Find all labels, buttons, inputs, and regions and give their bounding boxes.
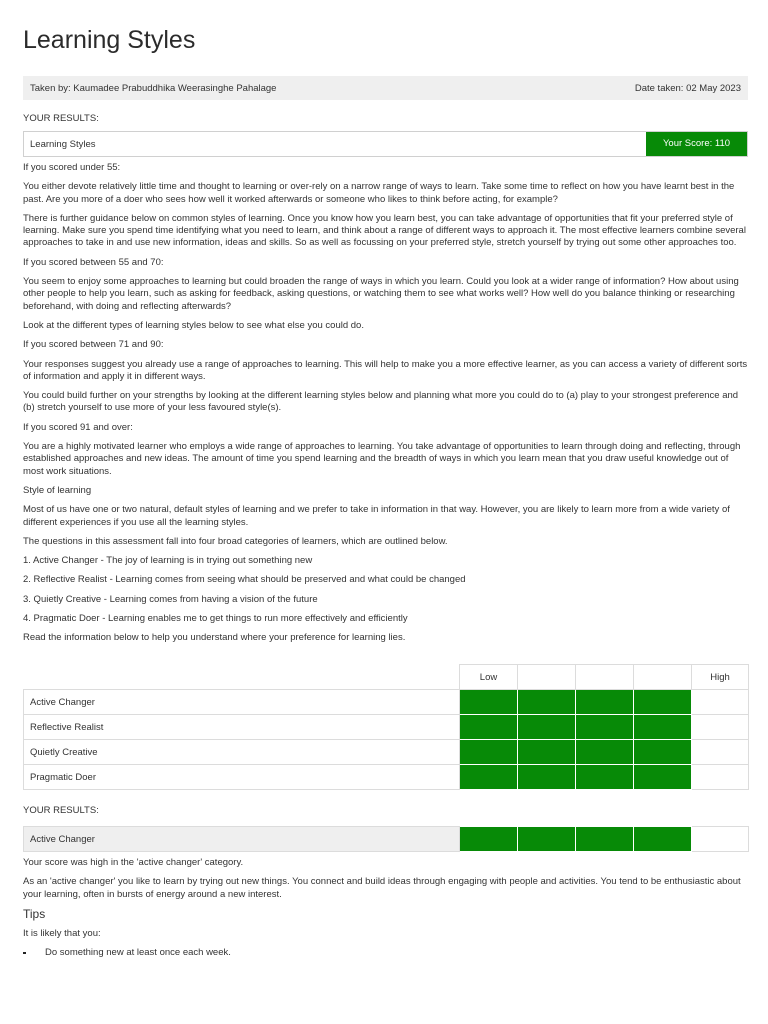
header-spacer — [24, 665, 460, 690]
date-taken: Date taken: 02 May 2023 — [634, 83, 741, 94]
list-item — [23, 947, 748, 959]
style-description: As an 'active changer' you like to learn by trying out new things. You connect and build ideas through engaging with people and activities. You tend to be enthusiastic about your learning, often in bursts of energy around a new interest. — [23, 876, 741, 900]
row-label: Pragmatic Doer — [24, 765, 460, 790]
paragraph: If you scored 91 and over: — [23, 421, 133, 433]
paragraph: Style of learning — [23, 484, 92, 496]
results-label: YOUR RESULTS: — [23, 113, 99, 124]
table-row — [24, 740, 749, 765]
level-cell — [518, 765, 576, 790]
level-cell — [692, 715, 749, 740]
level-cell — [518, 740, 576, 765]
row-label: Quietly Creative — [24, 740, 460, 765]
low-header: Low — [460, 665, 518, 690]
table-row — [24, 715, 749, 740]
level-cell — [576, 827, 634, 852]
level-cell — [460, 715, 518, 740]
paragraph: You could build further on your strengths by looking at the different learning styles below and planning what more you could do to (a) play to your strongest preference and (b) stretch yourself to use more of your less favoured style(s). — [23, 390, 739, 414]
score-note: Your score was high in the 'active changer' category. — [23, 857, 244, 868]
level-cell — [460, 740, 518, 765]
tips-heading: Tips — [23, 906, 46, 921]
bullet-icon — [23, 952, 26, 954]
row-label: Reflective Realist — [24, 715, 460, 740]
table-row — [24, 690, 749, 715]
level-header — [518, 665, 576, 690]
paragraph: If you scored between 71 and 90: — [23, 339, 164, 351]
paragraph: The questions in this assessment fall into four broad categories of learners, which are outlined below. — [23, 535, 448, 547]
paragraph: If you scored between 55 and 70: — [23, 256, 164, 268]
score-badge: Your Score: 110 — [646, 132, 747, 156]
table-row — [24, 765, 749, 790]
taken-by: Taken by: Kaumadee Prabuddhika Weerasinghe Pahalage — [30, 83, 277, 94]
level-cell — [460, 827, 518, 852]
level-cell — [634, 827, 692, 852]
paragraph: There is further guidance below on common styles of learning. Once you know how you learn best, you can take advantage of opportunities that fit your preferred style of learning. Make sure you spend time identifying what you need to learn, and think about a range of different ways to approach it. The most effective learners combine several approaches to take in and use new information, ideas and skills. So as well as focussing on your preferred style, stretch yourself by trying out some other approaches too. — [23, 212, 746, 249]
likely-intro: It is likely that you: — [23, 928, 101, 940]
level-cell — [692, 740, 749, 765]
level-cell — [634, 765, 692, 790]
score-box-name: Learning Styles — [30, 139, 96, 150]
paragraph: Read the information below to help you understand where your preference for learning lies. — [23, 632, 406, 644]
paragraph: Look at the different types of learning styles below to see what else you could do. — [23, 319, 364, 331]
paragraph: 1. Active Changer - The joy of learning is in trying out something new — [23, 555, 313, 567]
paragraph: Your responses suggest you already use a range of approaches to learning. This will help to make you a more effective learner, as you can access a variety of different sorts of information and apply it in different ways. — [23, 358, 748, 382]
guidance-text — [23, 162, 748, 652]
table-row — [24, 827, 749, 852]
row-label: Active Changer — [24, 690, 460, 715]
paragraph: Most of us have one or two natural, default styles of learning and we prefer to take in information in that way. However, you are likely to learn more from a wide variety of different experiences if you use all the learning styles. — [23, 504, 730, 528]
level-cell — [576, 690, 634, 715]
paragraph: You seem to enjoy some approaches to learning but could broaden the range of ways in which you learn. Could you look at a wider range of information? How about using other people to help you learn, such as asking for feedback, asking questions, or watching them to see what works well? How well do you balance thinking or researching beforehand, with doing and reflecting afterwards? — [23, 276, 739, 312]
level-cell — [518, 715, 576, 740]
result-details — [23, 857, 748, 960]
level-cell — [576, 765, 634, 790]
learning-styles-table — [23, 664, 749, 790]
level-cell — [692, 765, 749, 790]
page-title: Learning Styles — [23, 26, 196, 54]
meta-bar — [23, 76, 748, 100]
tips-list — [23, 947, 748, 959]
list-item-text: Do something new at least once each week. — [45, 947, 231, 959]
level-cell — [576, 740, 634, 765]
score-box — [23, 131, 748, 157]
result-table — [23, 826, 749, 852]
paragraph: 4. Pragmatic Doer - Learning enables me to get things to run more effectively and efficiently — [23, 613, 408, 625]
level-cell — [634, 740, 692, 765]
paragraph: If you scored under 55: — [23, 162, 121, 173]
paragraph: 3. Quietly Creative - Learning comes from having a vision of the future — [23, 593, 318, 605]
level-cell — [692, 827, 749, 852]
level-cell — [460, 690, 518, 715]
paragraph: 2. Reflective Realist - Learning comes from seeing what should be preserved and what could be changed — [23, 574, 466, 586]
level-cell — [634, 715, 692, 740]
table-header-row — [24, 665, 749, 690]
level-cell — [518, 690, 576, 715]
level-header — [634, 665, 692, 690]
level-header — [576, 665, 634, 690]
level-cell — [634, 690, 692, 715]
paragraph: You either devote relatively little time and thought to learning or over-rely on a narrow range of ways to learn. Take some time to reflect on how you have learnt best in the past. Are you more of a doer who sees how well it worked afterwards or someone who likes to think before acting, for example? — [23, 181, 735, 205]
row-label: Active Changer — [24, 827, 460, 852]
level-cell — [460, 765, 518, 790]
level-cell — [692, 690, 749, 715]
high-header: High — [692, 665, 749, 690]
results-label: YOUR RESULTS: — [23, 805, 99, 816]
level-cell — [576, 715, 634, 740]
paragraph: You are a highly motivated learner who employs a wide range of approaches to learning. You take advantage of opportunities to learn through doing and reflecting, through established approaches and new ideas. The amount of time you spend learning and the breadth of ways in which you learn mean that you draw useful knowledge out of most work situations. — [23, 441, 741, 477]
level-cell — [518, 827, 576, 852]
